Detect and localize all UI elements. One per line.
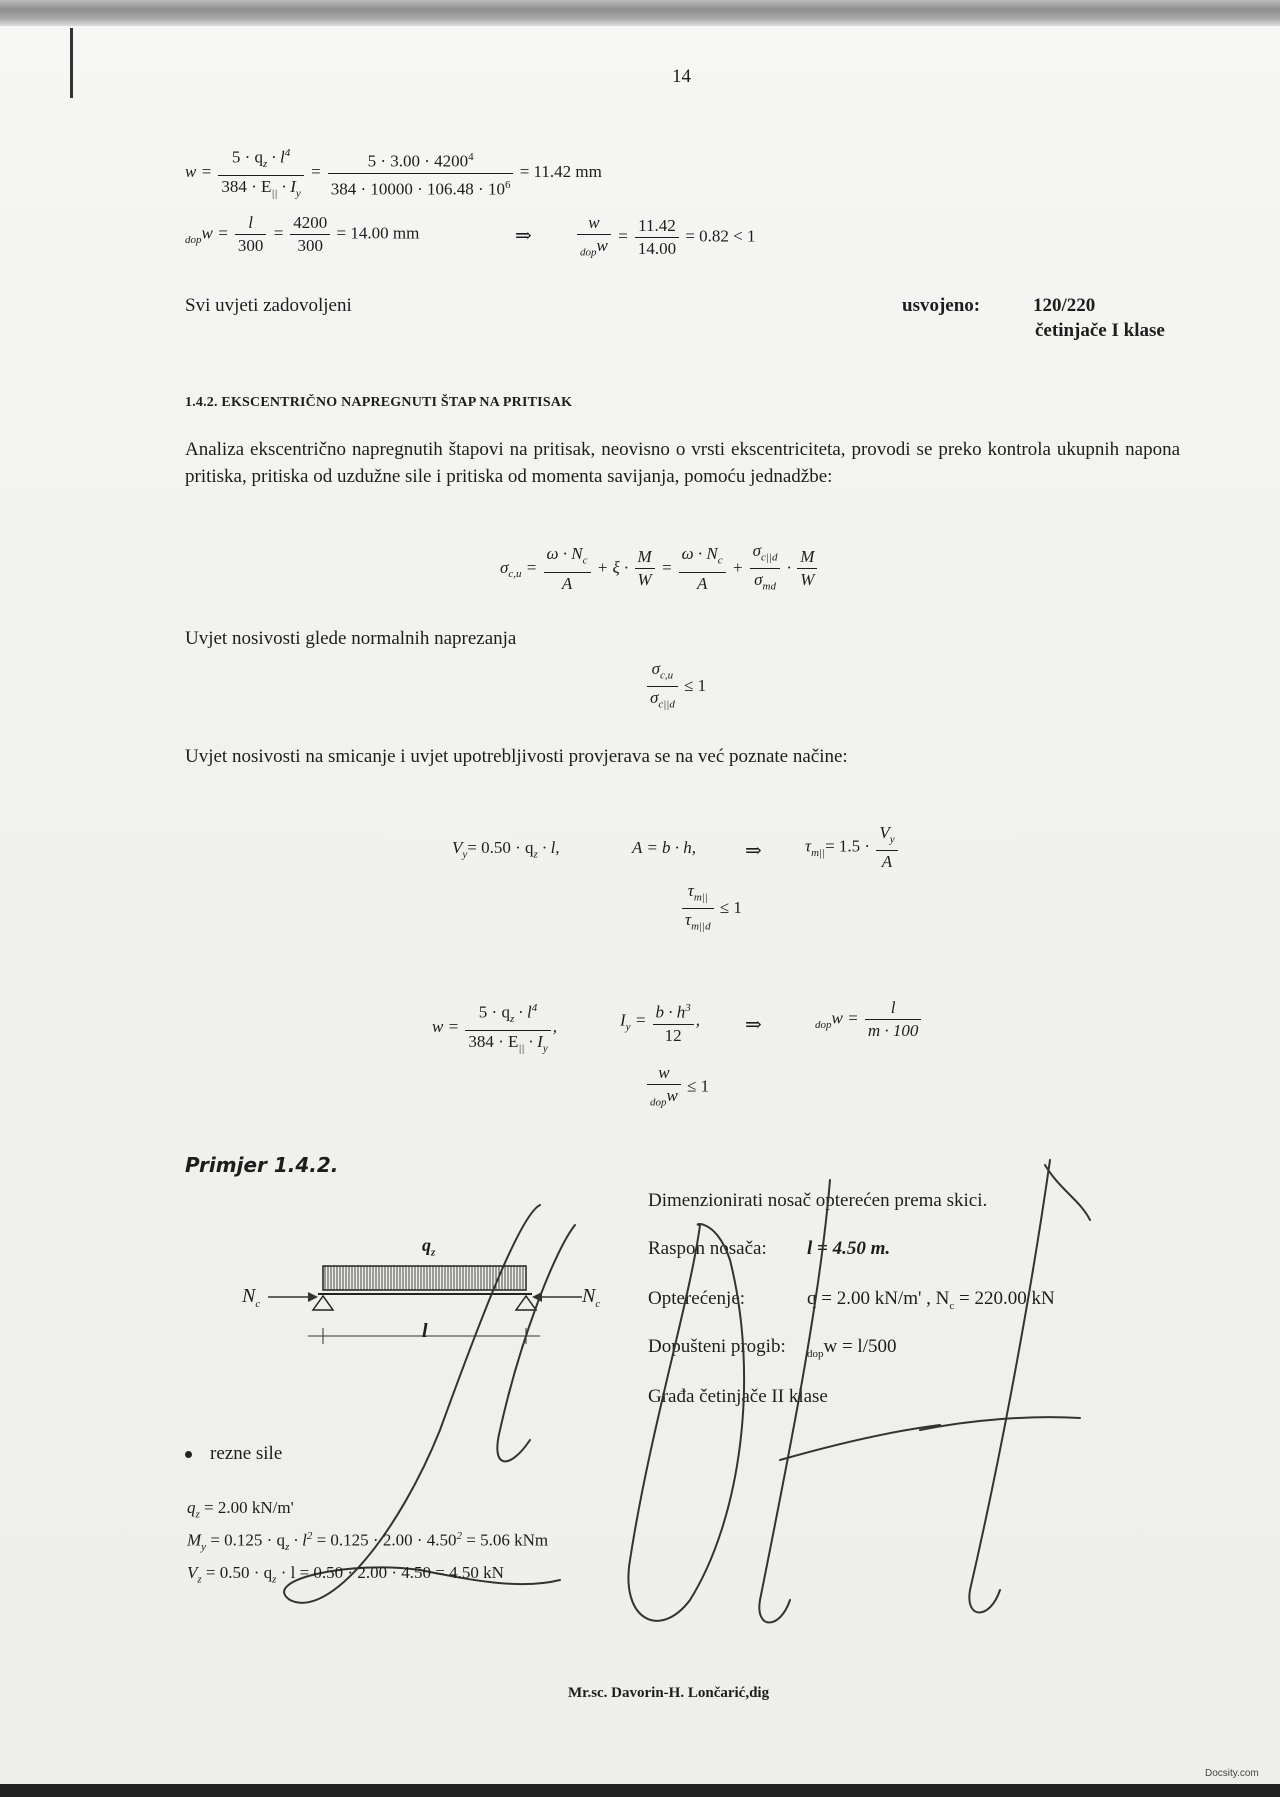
equation-shear-force: $V_y= 0.50 \cdot q_z \cdot l$, [452, 838, 560, 861]
forces-shear-line: $V_z = 0.50 \cdot q_z \cdot l = 0.50 \cdot 2.00 \cdot 4.50 = 4.50$ kN [187, 1563, 504, 1586]
arrow-left-head [308, 1292, 318, 1302]
handwriting-scribble [284, 1160, 1090, 1623]
section-heading: 1.4.2. EKSCENTRIČNO NAPREGNUTI ŠTAP NA PRITISAK [185, 395, 573, 410]
bullet-icon [185, 1451, 192, 1458]
sketch-axial-right: $N_c$ [582, 1285, 601, 1310]
page-number: 14 [672, 66, 691, 87]
forces-bullet: rezne sile [185, 1443, 282, 1465]
sketch-load-label: $q_z$ [422, 1235, 436, 1259]
equation-moment-of-inertia: $I_y$ = $\frac{b \cdot h^3}{12}$ , [620, 997, 700, 1047]
example-title: Primjer 1.4.2. [185, 1153, 339, 1177]
support-right [516, 1296, 536, 1310]
sketch-span-label: l [422, 1320, 428, 1342]
equation-allowed-deflection-general: $_{dop}$w = $\frac{l}{m \cdot 100}$ [815, 997, 923, 1042]
allowed-deflection-value: $_{dop}$w = l/500 [807, 1336, 897, 1360]
adopted-label: usvojeno: [902, 295, 981, 316]
sketch-axial-left: $N_c$ [242, 1285, 261, 1310]
forces-moment-line: $M_y = 0.125 \cdot q_z \cdot l^2 = 0.125 \cdot 2.00 \cdot 4.50^2 = 5.06$ kNm [187, 1530, 549, 1554]
implies-arrow-shear: ⇒ [745, 840, 762, 862]
adopted-class: četinjače I klase [1035, 320, 1165, 341]
support-left [313, 1296, 333, 1310]
normal-stress-condition-text: Uvjet nosivosti glede normalnih naprezanja [185, 628, 517, 649]
load-value: q = 2.00 kN/m' , $N_c = 220.00$ kN [807, 1288, 1055, 1312]
span-label: Raspon nosača: [648, 1238, 767, 1259]
material-text: Građa četinjače II klase [648, 1386, 828, 1407]
equation-allowed-deflection: $_{dop}$w = $\frac{l}{300}$ = $\frac{4200}{300}$ = 14.00 mm [185, 213, 420, 255]
load-label: Opterećenje: [648, 1288, 746, 1309]
conditions-met-text: Svi uvjeti zadovoljeni [185, 295, 352, 316]
forces-load-line: $q_z = 2.00$ kN/m' [187, 1498, 294, 1521]
task-text: Dimenzionirati nosač opterećen prema skici. [648, 1190, 988, 1211]
equation-shear-ratio: $\frac{\tau_{m||}}{\tau_{m||d}}$ ≤ 1 [680, 880, 742, 938]
scan-edge-bottom [0, 1784, 1280, 1797]
span-value: l = 4.50 m. [807, 1238, 891, 1259]
implies-arrow-deflection: ⇒ [745, 1014, 762, 1036]
intro-paragraph: Analiza ekscentrično napregnutih štapovi na pritisak, neovisno o vrsti ekscentriciteta, provodi se preko kontrola ukupnih napona pritiska, pritiska od uzdužne sile i pritiska od momenta savijanja, pomoću jednadžbe: [185, 439, 1180, 487]
equation-deflection-general: w = $\frac{5 \cdot q_z \cdot l^4}{384 \cdot E_{||} \cdot I_y}$ , [432, 997, 557, 1059]
equation-deflection: w = $\frac{5 \cdot q_z \cdot l^4}{384 \cdot E_{||} \cdot I_y}$ = $\frac{5 \cdot 3.00 \cdot 4200^4}{384 \cdot 10000 \cdot 106.48 \cdot 10^6}$ = 11.42 mm [185, 142, 602, 204]
shear-condition-text: Uvjet nosivosti na smicanje i uvjet upotrebljivosti provjerava se na već poznate načine: [185, 746, 848, 767]
equation-total-stress: $\sigma_{c,u}$ = $\frac{\omega \cdot N_c}{A}$ + ξ · $\frac{M}{W}$ = $\frac{\omega \cdot N_c}{A}$ + $\frac{\sigma_{c||d}}{\sigma_{md}}$ · $\frac{M}{W}$ [500, 540, 819, 598]
footer-author: Mr.sc. Davorin-H. Lončarić,dig [568, 1685, 770, 1701]
allowed-deflection-label: Dopušteni progib: [648, 1336, 786, 1357]
equation-deflection-check: $\frac{w}{_{dop}w}$ ≤ 1 [645, 1062, 709, 1113]
equation-deflection-ratio: $\frac{w}{_{dop}w}$ = $\frac{11.42}{14.00}$ = 0.82 < 1 [575, 212, 756, 263]
equation-stress-ratio: $\frac{\sigma_{c,u}}{\sigma_{c||d}}$ ≤ 1 [645, 658, 706, 716]
watermark: Docsity.com [1205, 1768, 1259, 1779]
implies-arrow: ⇒ [515, 225, 532, 247]
adopted-value: 120/220 [1033, 295, 1096, 316]
equation-area: A = b · h, [632, 838, 697, 857]
equation-shear-stress: $\tau_{m||}= 1.5$ · $\frac{V_y}{A}$ [805, 822, 900, 873]
